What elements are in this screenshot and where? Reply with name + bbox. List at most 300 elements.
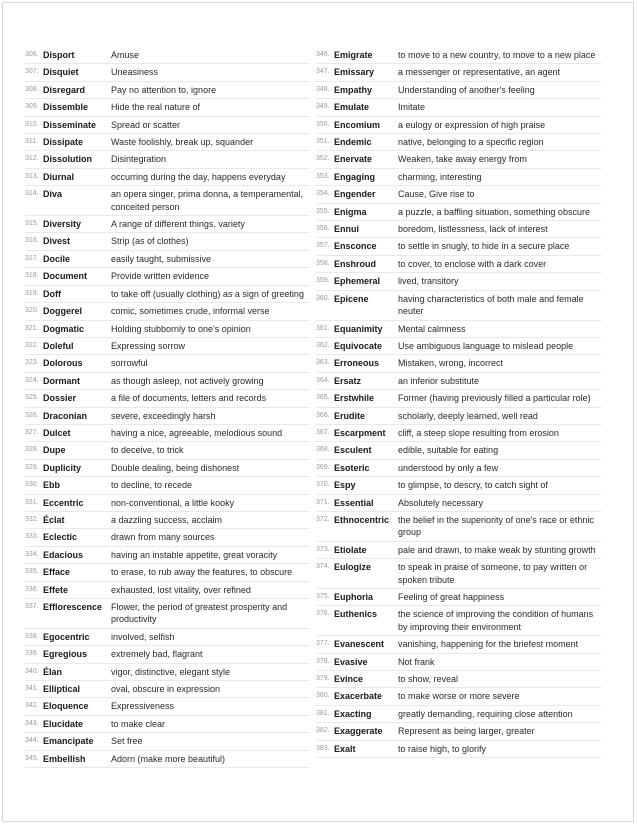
entry-word: Diurnal <box>43 171 75 182</box>
entry-definition: to erase, to rub away the features, to obscure <box>111 567 293 578</box>
entry-definition: Expressing sorrow <box>111 340 186 351</box>
vocab-entry <box>25 99 309 116</box>
entry-definition: cliff, a steep slope resulting from erosion <box>398 427 559 438</box>
entry-word: Espy <box>334 480 356 491</box>
entry-word: Emigrate <box>334 50 373 60</box>
entry-word: Dissipate <box>43 137 84 148</box>
entry-number: 331. <box>25 498 39 506</box>
document-page <box>2 2 634 822</box>
entry-definition: a file of documents, letters and records <box>111 393 267 404</box>
entry-word: Erroneous <box>334 358 380 369</box>
entry-definition: Use ambiguous language to mislead people <box>398 340 574 351</box>
vocab-entry <box>316 460 601 477</box>
entry-definition: to move to a new country, to move to a new place <box>398 50 596 60</box>
entry-word: Ephemeral <box>334 276 381 287</box>
entry-word: Dulcet <box>43 427 71 438</box>
entry-number: 351. <box>316 138 330 146</box>
left-column <box>25 47 309 768</box>
vocab-entry <box>25 582 309 599</box>
vocab-entry <box>316 204 601 221</box>
vocab-entry <box>316 654 601 671</box>
vocab-entry <box>25 460 309 477</box>
entry-definition: Uneasiness <box>111 67 159 78</box>
entry-word: Disquiet <box>43 67 79 78</box>
entry-definition: A range of different things, variety <box>111 219 245 230</box>
entry-word: Doff <box>43 288 61 299</box>
entry-definition: Pay no attention to, ignore <box>111 84 217 95</box>
vocab-entry <box>316 273 601 290</box>
entry-definition: Mistaken, wrong, incorrect <box>398 358 504 369</box>
entry-word: Dupe <box>43 445 66 456</box>
entry-word: Endemic <box>334 137 372 148</box>
vocab-entry <box>25 321 309 338</box>
entry-word: Egocentric <box>43 631 90 642</box>
entry-number: 341. <box>25 685 39 693</box>
vocab-entry <box>316 355 601 372</box>
entry-number: 325. <box>25 394 39 402</box>
entry-number: 317. <box>25 254 39 262</box>
entry-definition: Represent as being larger, greater <box>398 726 535 737</box>
entry-definition: to make clear <box>111 718 166 729</box>
entry-word: Eclectic <box>43 532 78 543</box>
entry-word: Document <box>43 271 88 282</box>
entry-number: 366. <box>316 411 330 419</box>
entry-word: Emancipate <box>43 736 94 747</box>
entry-word: Dissolution <box>43 154 92 165</box>
vocab-entry <box>316 542 601 559</box>
entry-definition: Amuse <box>111 50 140 60</box>
vocab-entry <box>25 442 309 459</box>
entry-word: Engaging <box>334 171 375 182</box>
entry-definition: sorrowful <box>111 358 148 369</box>
entry-number: 333. <box>25 533 39 541</box>
entry-number: 367. <box>316 428 330 436</box>
entry-number: 313. <box>25 172 39 180</box>
entry-definition: to cover, to enclose with a dark cover <box>398 258 547 269</box>
vocab-entry <box>316 134 601 151</box>
entry-number: 358. <box>316 259 330 267</box>
entry-number: 314. <box>25 190 39 198</box>
entry-definition: Understanding of another's feeling <box>398 84 535 95</box>
entry-number: 340. <box>25 667 39 675</box>
entry-word: Evince <box>334 674 364 685</box>
entry-word: Emissary <box>334 67 375 78</box>
entry-word: Eccentric <box>43 497 84 508</box>
entry-word: Exalt <box>334 743 356 754</box>
entry-word: Escarpment <box>334 427 386 438</box>
entry-definition: Weaken, take away energy from <box>398 154 527 165</box>
vocab-entry <box>316 151 601 168</box>
entry-word: Élan <box>43 666 63 677</box>
entry-number: 344. <box>25 737 39 745</box>
vocab-entry <box>316 589 601 606</box>
entry-definition: vigor, distinctive, elegant style <box>111 666 231 677</box>
entry-word: Erstwhile <box>334 393 375 404</box>
entry-word: Enshroud <box>334 258 376 269</box>
entry-word: Esculent <box>334 445 372 456</box>
entry-number: 309. <box>25 103 39 111</box>
entry-definition: Not frank <box>398 656 435 667</box>
entry-word: Doleful <box>43 340 74 351</box>
entry-number: 306. <box>25 51 39 58</box>
entry-number: 343. <box>25 719 39 727</box>
vocab-entry <box>25 698 309 715</box>
entry-word: Dormant <box>43 375 81 386</box>
vocab-entry <box>316 221 601 238</box>
entry-number: 362. <box>316 341 330 349</box>
entry-definition: Provide written evidence <box>111 271 210 282</box>
entry-word: Elliptical <box>43 684 81 695</box>
entry-definition: to decline, to recede <box>111 480 193 491</box>
vocab-entry <box>25 216 309 233</box>
entry-definition: scholarly, deeply learned, well read <box>398 410 538 421</box>
entry-number: 361. <box>316 324 330 332</box>
entry-number: 357. <box>316 242 330 250</box>
vocab-entry <box>316 671 601 688</box>
entry-word: Dossier <box>43 393 77 404</box>
entry-number: 319. <box>25 289 39 297</box>
vocab-entry <box>25 547 309 564</box>
entry-word: Epicene <box>334 293 369 304</box>
vocab-entry <box>316 321 601 338</box>
vocab-entry <box>25 117 309 134</box>
entry-number: 381. <box>316 709 330 717</box>
entry-word: Doggerel <box>43 306 83 317</box>
entry-number: 320. <box>25 307 39 315</box>
entry-number: 364. <box>316 376 330 384</box>
vocab-entry <box>316 373 601 390</box>
entry-word: Disseminate <box>43 119 97 130</box>
vocab-entry <box>316 99 601 116</box>
vocab-entry <box>25 733 309 750</box>
entry-number: 359. <box>316 277 330 285</box>
vocab-entry <box>316 477 601 494</box>
entry-number: 339. <box>25 650 39 658</box>
entry-number: 318. <box>25 272 39 280</box>
entry-word: Exaggerate <box>334 726 383 737</box>
entry-word: Essential <box>334 497 374 508</box>
vocab-entry <box>316 512 601 542</box>
entry-definition: severe, exceedingly harsh <box>111 410 216 421</box>
vocab-entry <box>25 529 309 546</box>
entry-definition: to deceive, to trick <box>111 445 184 456</box>
entry-number: 353. <box>316 172 330 180</box>
entry-number: 326. <box>25 411 39 419</box>
entry-definition: occurring during the day, happens everyday <box>111 171 286 182</box>
entry-word: Edacious <box>43 549 84 560</box>
entry-number: 307. <box>25 68 39 76</box>
entry-word: Disport <box>43 50 75 60</box>
entry-definition: understood by only a few <box>398 462 499 473</box>
entry-word: Exacerbate <box>334 691 383 702</box>
entry-number: 352. <box>316 155 330 163</box>
entry-definition: edible, suitable for eating <box>398 445 499 456</box>
entry-word: Divest <box>43 236 71 247</box>
vocab-entry <box>25 338 309 355</box>
vocab-entry <box>25 268 309 285</box>
entry-number: 355. <box>316 207 330 215</box>
entry-word: Egregious <box>43 649 88 660</box>
entry-word: Encomium <box>334 119 381 130</box>
entry-definition: Waste foolishly, break up, squander <box>111 137 254 148</box>
entry-word: Eulogize <box>334 562 372 573</box>
entry-word: Efflorescence <box>43 602 103 612</box>
entry-definition: Strip (as of clothes) <box>111 236 189 247</box>
entry-word: Equanimity <box>334 323 383 334</box>
vocab-entry <box>25 477 309 494</box>
entry-definition: Double dealing, being dishonest <box>111 462 240 473</box>
entry-number: 327. <box>25 428 39 436</box>
entry-word: Exacting <box>334 708 372 719</box>
entry-number: 323. <box>25 359 39 367</box>
vocab-entry <box>316 408 601 425</box>
entry-definition: native, belonging to a specific region <box>398 137 544 148</box>
entry-definition: Set free <box>111 736 143 747</box>
entry-definition: a messenger or representative, an agent <box>398 67 561 78</box>
entry-word: Disregard <box>43 84 86 95</box>
entry-definition: vanishing, happening for the briefest moment <box>398 639 579 650</box>
entry-definition: an opera singer, prima donna, a temperamental, conceited person <box>111 189 304 212</box>
entry-number: 321. <box>25 324 39 332</box>
entry-definition: extremely bad, flagrant <box>111 649 203 660</box>
vocab-entry <box>25 390 309 407</box>
vocab-entry <box>25 512 309 529</box>
entry-definition: easily taught, submissive <box>111 253 212 264</box>
vocab-entry <box>316 559 601 589</box>
entry-number: 377. <box>316 640 330 648</box>
vocab-entry <box>25 303 309 320</box>
entry-number: 311. <box>25 138 39 146</box>
entry-word: Elucidate <box>43 718 84 729</box>
entry-definition: Absolutely necessary <box>398 497 484 508</box>
entry-word: Diversity <box>43 219 82 230</box>
entry-definition: the belief in the superiority of one's race or ethnic group <box>398 514 594 538</box>
vocab-entry <box>316 390 601 407</box>
vocab-entry <box>25 251 309 268</box>
entry-word: Enigma <box>334 206 367 217</box>
vocab-entry <box>316 256 601 273</box>
entry-number: 345. <box>25 754 39 762</box>
entry-number: 383. <box>316 744 330 752</box>
entry-number: 354. <box>316 190 330 198</box>
entry-number: 360. <box>316 294 330 302</box>
entry-number: 378. <box>316 657 330 665</box>
entry-definition: Former (having previously filled a particular role) <box>398 393 591 404</box>
vocab-entry <box>25 599 309 629</box>
entry-definition: Flower, the period of greatest prosperity and productivity <box>111 602 288 625</box>
entry-number: 315. <box>25 220 39 228</box>
vocab-entry <box>316 723 601 740</box>
entry-number: 324. <box>25 376 39 384</box>
vocab-entry <box>25 186 309 216</box>
entry-word: Ensconce <box>334 241 377 252</box>
entry-word: Efface <box>43 567 71 578</box>
vocab-entry <box>25 134 309 151</box>
entry-number: 335. <box>25 568 39 576</box>
entry-word: Draconian <box>43 410 88 421</box>
entry-number: 329. <box>25 463 39 471</box>
entry-word: Euthenics <box>334 609 378 620</box>
entry-number: 374. <box>316 563 330 571</box>
entry-definition: having characteristics of both male and female neuter <box>398 293 584 317</box>
entry-definition: Holding stubbornly to one's opinion <box>111 323 251 334</box>
entry-definition: lived, transitory <box>398 276 459 287</box>
vocab-entry <box>25 64 309 81</box>
vocab-entry <box>316 338 601 355</box>
entry-definition: Hide the real nature of <box>111 102 201 113</box>
entry-number: 356. <box>316 225 330 233</box>
vocab-entry <box>316 82 601 99</box>
entry-definition: charming, interesting <box>398 171 482 182</box>
vocab-entry <box>316 425 601 442</box>
entry-number: 376. <box>316 610 330 618</box>
entry-number: 349. <box>316 103 330 111</box>
entry-number: 316. <box>25 237 39 245</box>
vocab-entry <box>316 64 601 81</box>
entry-definition: drawn from many sources <box>111 532 215 543</box>
entry-word: Éclat <box>43 514 65 525</box>
entry-definition: Disintegration <box>111 154 167 165</box>
vocab-entry <box>25 151 309 168</box>
entry-definition: comic, sometimes crude, informal verse <box>111 306 270 317</box>
entry-word: Docile <box>43 253 71 264</box>
entry-word: Emulate <box>334 102 370 113</box>
vocab-entry <box>25 355 309 372</box>
entry-definition: Spread or scatter <box>111 119 181 130</box>
entry-definition: a puzzle, a baffling situation, something obscure <box>398 206 590 217</box>
vocab-entry <box>25 425 309 442</box>
entry-word: Evasive <box>334 656 368 667</box>
entry-number: 342. <box>25 702 39 710</box>
vocab-entry <box>25 82 309 99</box>
entry-word: Etiolate <box>334 544 367 555</box>
entry-word: Dogmatic <box>43 323 85 334</box>
entry-definition: the science of improving the condition of humans by improving their environment <box>398 609 594 632</box>
entry-word: Ethnocentric <box>334 514 390 525</box>
vocab-entry <box>316 442 601 459</box>
vocab-entry <box>316 47 601 64</box>
entry-word: Dolorous <box>43 358 83 369</box>
entry-word: Effete <box>43 584 69 595</box>
entry-number: 363. <box>316 359 330 367</box>
entry-number: 370. <box>316 481 330 489</box>
entry-number: 379. <box>316 675 330 683</box>
entry-definition: boredom, listlessness, lack of interest <box>398 224 548 235</box>
vocab-entry <box>25 664 309 681</box>
vocab-entry <box>25 629 309 646</box>
entry-definition: as though asleep, not actively growing <box>111 375 264 386</box>
entry-word: Esoteric <box>334 462 370 473</box>
entry-word: Engender <box>334 189 376 200</box>
entry-number: 338. <box>25 632 39 640</box>
entry-definition: oval, obscure in expression <box>111 684 221 695</box>
entry-number: 380. <box>316 692 330 700</box>
vocab-entry <box>316 186 601 203</box>
vocab-entry <box>25 646 309 663</box>
entry-definition: an inferior substitute <box>398 375 480 386</box>
vocab-entry <box>316 238 601 255</box>
vocab-entry <box>316 636 601 653</box>
entry-definition: to glimpse, to descry, to catch sight of <box>398 480 548 491</box>
vocab-entry <box>316 741 601 758</box>
entry-number: 332. <box>25 515 39 523</box>
entry-number: 373. <box>316 545 330 553</box>
entry-definition: greatly demanding, requiring close attention <box>398 708 573 719</box>
entry-number: 368. <box>316 446 330 454</box>
entry-number: 312. <box>25 155 39 163</box>
entry-definition: pale and drawn, to make weak by stunting growth <box>398 544 596 555</box>
right-column <box>316 47 601 758</box>
entry-number: 334. <box>25 550 39 558</box>
vocab-entry <box>25 47 309 64</box>
entry-number: 337. <box>25 603 39 610</box>
entry-word: Dissemble <box>43 102 89 113</box>
entry-word: Embellish <box>43 753 86 764</box>
vocab-entry <box>25 169 309 186</box>
vocab-entry <box>25 495 309 512</box>
entry-number: 347. <box>316 68 330 76</box>
entry-definition: to speak in praise of someone, to pay written or spoken tribute <box>398 562 588 585</box>
entry-number: 375. <box>316 593 330 600</box>
entry-number: 371. <box>316 498 330 506</box>
entry-word: Evanescent <box>334 639 385 650</box>
entry-number: 308. <box>25 85 39 93</box>
entry-number: 310. <box>25 120 39 128</box>
entry-number: 330. <box>25 481 39 489</box>
entry-word: Equivocate <box>334 340 383 351</box>
vocab-entry <box>25 233 309 250</box>
entry-number: 382. <box>316 727 330 735</box>
entry-word: Eloquence <box>43 701 89 712</box>
entry-number: 365. <box>316 394 330 402</box>
entry-word: Euphoria <box>334 592 374 602</box>
entry-word: Ebb <box>43 480 60 491</box>
entry-definition: Cause, Give rise to <box>398 189 475 200</box>
entry-definition: a dazzling success, acclaim <box>111 514 223 525</box>
vocab-entry <box>25 373 309 390</box>
entry-number: 336. <box>25 585 39 593</box>
entry-definition: to make worse or more severe <box>398 691 520 702</box>
vocab-entry <box>25 286 309 303</box>
entry-definition: Adorn (make more beautiful) <box>111 753 226 764</box>
entry-word: Erudite <box>334 410 366 421</box>
vocab-entry <box>316 169 601 186</box>
entry-definition: to raise high, to glorify <box>398 743 487 754</box>
entry-definition: having a nice, agreeable, melodious sound <box>111 427 283 438</box>
entry-number: 350. <box>316 120 330 128</box>
vocab-entry <box>316 606 601 636</box>
entry-number: 322. <box>25 341 39 349</box>
entry-definition: involved, selfish <box>111 631 175 642</box>
entry-definition: to show, reveal <box>398 674 459 685</box>
vocab-entry <box>316 706 601 723</box>
entry-definition: exhausted, lost vitality, over refined <box>111 584 251 595</box>
entry-definition: a eulogy or expression of high praise <box>398 119 546 130</box>
entry-definition: Expressiveness <box>111 701 175 712</box>
entry-definition: to settle in snugly, to hide in a secure place <box>398 241 570 252</box>
vocab-entry <box>316 495 601 512</box>
entry-word: Ersatz <box>334 375 362 386</box>
vocab-entry <box>25 564 309 581</box>
entry-number: 348. <box>316 85 330 93</box>
entry-number: 328. <box>25 446 39 454</box>
vocab-entry <box>316 291 601 321</box>
entry-definition: having an instable appetite, great voracity <box>111 549 278 560</box>
entry-word: Duplicity <box>43 462 82 473</box>
entry-word: Ennui <box>334 224 359 235</box>
vocab-entry <box>316 117 601 134</box>
entry-word: Empathy <box>334 84 373 95</box>
